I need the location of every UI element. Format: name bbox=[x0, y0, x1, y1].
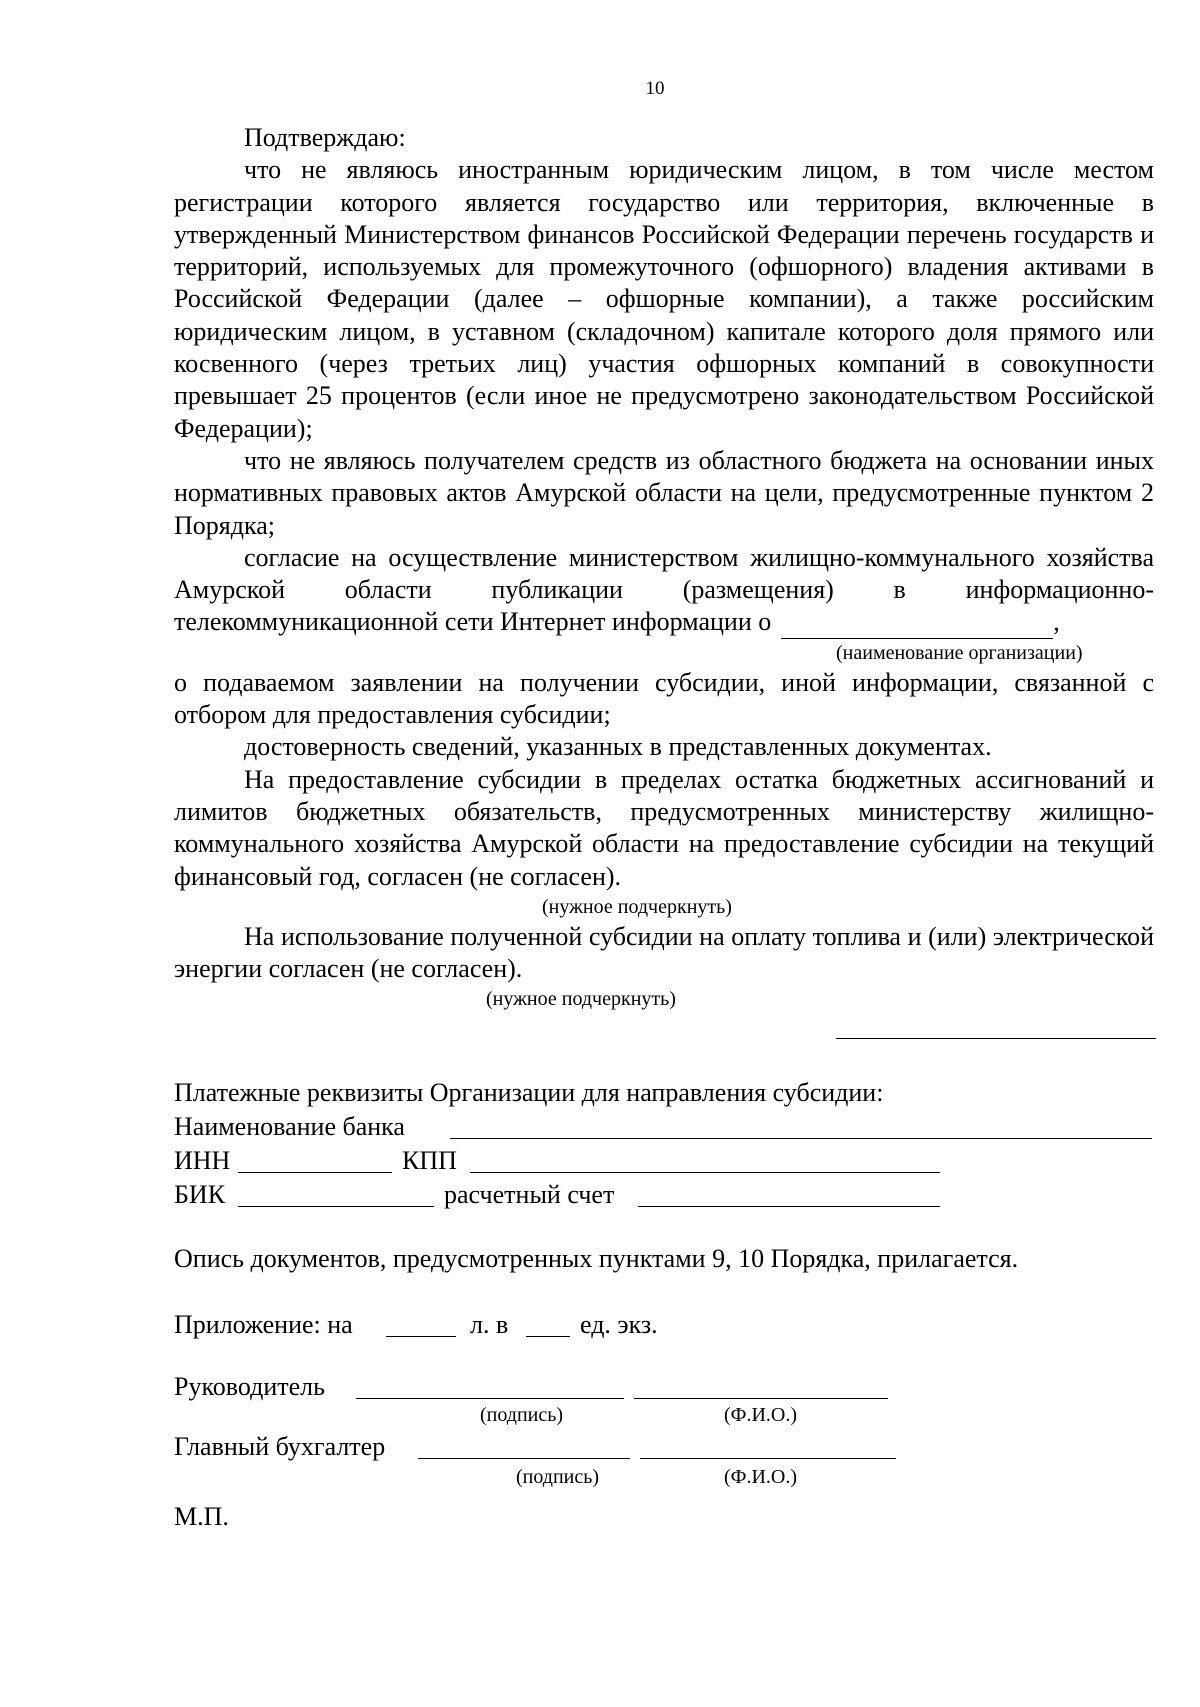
inn-label: ИНН bbox=[174, 1146, 231, 1175]
kpp-field[interactable] bbox=[470, 1172, 940, 1173]
consent-signature-line[interactable] bbox=[836, 1038, 1156, 1039]
bank-name-field[interactable] bbox=[450, 1138, 1152, 1139]
paragraph-not-recipient: что не являюсь получателем средств из областного бюджета на основании иных нормативных правовых актов Амурской области на цели, предусмотренные пунктом 2 Порядка; bbox=[174, 445, 1154, 540]
paragraph-consent-cont: о подаваемом заявлении на получении субсидии, иной информации, связанной с отбором для предоставления субсидии; bbox=[174, 667, 1154, 730]
bank-name-label: Наименование банка bbox=[174, 1112, 405, 1141]
bik-field[interactable] bbox=[238, 1206, 434, 1207]
director-fio-field[interactable] bbox=[634, 1398, 888, 1399]
consent-line-text: телекоммуникационной сети Интернет информации о bbox=[174, 607, 772, 637]
comma: , bbox=[1053, 607, 1060, 637]
paragraph-budget: На предоставление субсидии в пределах остатка бюджетных ассигнований и лимитов бюджетных обязательств, предусмотренных министерству жилищно-коммунального хозяйства Амурской области на предоставление субсидии на текущий финансовый год, согласен (не согласен). bbox=[174, 764, 1154, 891]
bik-label: БИК bbox=[174, 1180, 226, 1209]
caption-signature-1: (подпись) bbox=[480, 1404, 564, 1426]
org-name-field[interactable] bbox=[781, 616, 1053, 639]
director-label: Руководитель bbox=[174, 1372, 325, 1401]
director-signature-field[interactable] bbox=[356, 1398, 624, 1399]
payment-heading: Платежные реквизиты Организации для направления субсидии: bbox=[174, 1078, 884, 1107]
appendix-mid: л. в bbox=[470, 1310, 509, 1339]
account-field[interactable] bbox=[638, 1206, 940, 1207]
consent-org-line bbox=[174, 606, 1154, 638]
appendix-suffix: ед. экз. bbox=[580, 1310, 658, 1339]
kpp-label: КПП bbox=[402, 1146, 457, 1175]
accountant-signature-field[interactable] bbox=[418, 1458, 630, 1459]
caption-signature-2: (подпись) bbox=[516, 1466, 600, 1488]
caption-underline-2: (нужное подчеркнуть) bbox=[486, 988, 676, 1011]
caption-underline-1: (нужное подчеркнуть) bbox=[542, 895, 732, 918]
appendix-pages-field[interactable] bbox=[386, 1336, 456, 1337]
accountant-label: Главный бухгалтер bbox=[174, 1432, 386, 1461]
appendix-prefix: Приложение: на bbox=[174, 1310, 353, 1339]
inventory-text: Опись документов, предусмотренных пунктами 9, 10 Порядка, прилагается. bbox=[174, 1244, 1019, 1273]
accountant-fio-field[interactable] bbox=[640, 1458, 896, 1459]
account-label: расчетный счет bbox=[444, 1180, 615, 1209]
paragraph-accuracy: достоверность сведений, указанных в представленных документах. bbox=[244, 732, 992, 762]
caption-fio-2: (Ф.И.О.) bbox=[724, 1466, 798, 1488]
confirm-heading: Подтверждаю: bbox=[244, 123, 406, 152]
document-body bbox=[174, 122, 1154, 1013]
appendix-copies-field[interactable] bbox=[526, 1336, 570, 1337]
page-number: 10 bbox=[645, 78, 665, 99]
paragraph-fuel: На использование полученной субсидии на оплату топлива и (или) электрической энергии согласен (не согласен). bbox=[174, 921, 1154, 984]
paragraph-consent-publication: согласие на осуществление министерством жилищно-коммунального хозяйства Амурской области публикации (размещения) в информационно- bbox=[174, 542, 1154, 605]
caption-fio-1: (Ф.И.О.) bbox=[724, 1404, 798, 1426]
inn-field[interactable] bbox=[238, 1172, 392, 1173]
caption-org-name: (наименование организации) bbox=[836, 641, 1083, 664]
stamp-label: М.П. bbox=[174, 1502, 229, 1531]
paragraph-offshore: что не являюсь иностранным юридическим лицом, в том числе местом регистрации которого является государство или территория, включенные в утвержденный Министерством финансов Российской Федерации перечень государств и территорий, используемых для промежуточного (офшорного) владения активами в Российской Федерации (далее – офшорные компании), а также российским юридическим лицом, в уставном (складочном) капитале которого доля прямого или косвенного (через третьих лиц) участия офшорных компаний в совокупности превышает 25 процентов (если иное не предусмотрено законодательством Российской Федерации); bbox=[174, 155, 1154, 443]
